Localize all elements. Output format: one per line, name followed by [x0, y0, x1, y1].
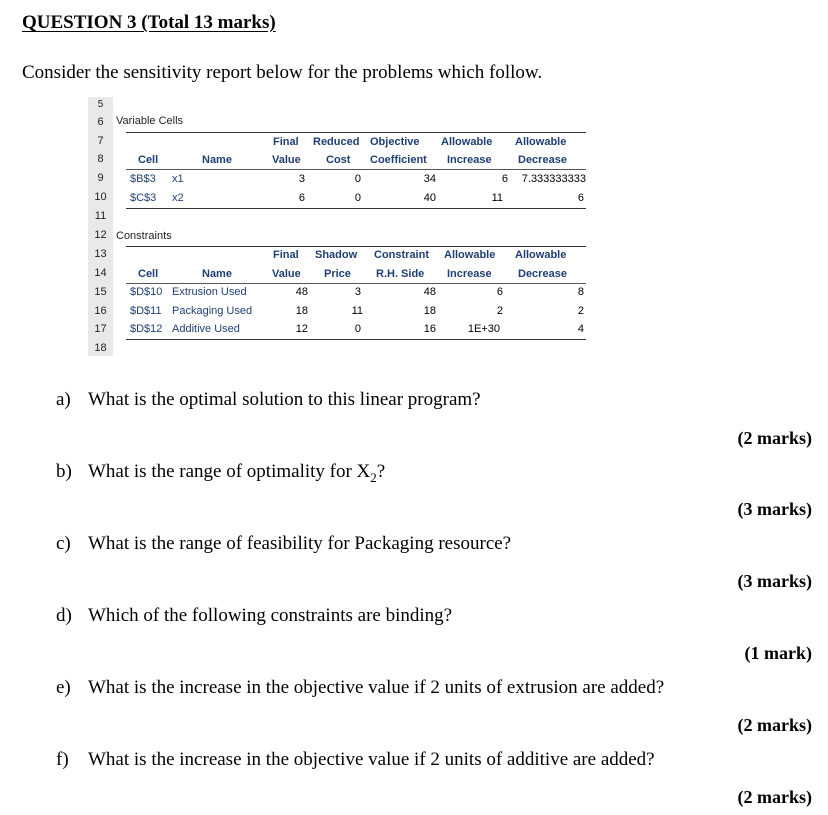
table-row-increase: 6 — [501, 173, 508, 185]
header-value: Value — [272, 154, 301, 166]
part-label: d) — [56, 605, 72, 626]
table-row-decrease: 7.333333333 — [521, 173, 586, 185]
header-name: Name — [202, 154, 232, 166]
table-row-increase: 2 — [496, 305, 503, 317]
table-row-decrease: 8 — [577, 286, 584, 298]
part-text: What is the optimal solution to this linear program? — [88, 389, 481, 410]
header-allowable-inc: Allowable — [441, 136, 493, 148]
part-text: Which of the following constraints are binding? — [88, 605, 453, 626]
table-end-rule — [126, 339, 586, 340]
header-coefficient: Coefficient — [370, 154, 427, 166]
table-row-value: 12 — [295, 323, 308, 335]
row-number: 5 — [97, 99, 104, 110]
table-row-name: x1 — [172, 173, 184, 185]
table-row-name: Packaging Used — [172, 305, 253, 317]
row-number: 12 — [94, 229, 107, 241]
table-row-decrease: 6 — [577, 192, 584, 204]
part-label: a) — [56, 389, 71, 410]
part-d — [56, 605, 452, 627]
marks-c: (3 marks) — [737, 571, 812, 591]
part-subscript: 2 — [370, 469, 377, 485]
table-row-decrease: 2 — [577, 305, 584, 317]
table-row-name: Additive Used — [172, 323, 240, 335]
row-number: 11 — [94, 210, 107, 222]
part-text: What is the range of optimality for X — [88, 461, 371, 482]
header-bottom-rule — [126, 169, 586, 170]
constraints-title: Constraints — [116, 230, 172, 242]
header-name: Name — [202, 268, 232, 280]
table-row-cell: $C$3 — [130, 192, 157, 204]
table-row-shadow-price: 0 — [354, 323, 361, 335]
part-e — [56, 677, 664, 699]
header-decrease: Decrease — [518, 154, 567, 166]
part-c — [56, 533, 511, 555]
table-row-cell: $B$3 — [130, 173, 156, 185]
part-label: c) — [56, 533, 71, 554]
table-row-increase: 6 — [496, 286, 503, 298]
table-row-rhs: 18 — [423, 305, 436, 317]
row-number: 8 — [97, 153, 104, 165]
header-objective: Objective — [370, 136, 420, 148]
table-row-cell: $D$10 — [130, 286, 163, 298]
part-a — [56, 389, 481, 411]
table-end-rule — [126, 208, 586, 209]
question-title: QUESTION 3 (Total 13 marks) — [22, 12, 276, 33]
header-cell: Cell — [138, 268, 159, 280]
row-number: 16 — [94, 305, 107, 317]
marks-a: (2 marks) — [737, 428, 812, 448]
table-row-value: 6 — [298, 192, 305, 204]
row-number: 7 — [97, 135, 104, 147]
part-label: f) — [56, 749, 69, 770]
table-row-value: 48 — [295, 286, 308, 298]
header-cost: Cost — [326, 154, 351, 166]
table-row-coefficient: 34 — [423, 173, 436, 185]
table-row-shadow-price: 11 — [351, 305, 363, 317]
sensitivity-report — [88, 97, 588, 357]
part-suffix: ? — [376, 461, 386, 482]
table-row-rhs: 48 — [423, 286, 436, 298]
row-number: 13 — [94, 248, 107, 260]
row-number: 9 — [97, 172, 104, 184]
header-reduced: Reduced — [313, 136, 360, 148]
table-row-increase: 11 — [491, 192, 503, 204]
row-number: 14 — [94, 267, 107, 279]
table-row-reduced-cost: 0 — [354, 192, 361, 204]
table-row-rhs: 16 — [423, 323, 436, 335]
part-text: What is the increase in the objective value if 2 units of additive are added? — [88, 749, 655, 770]
table-row-shadow-price: 3 — [354, 286, 361, 298]
row-number: 6 — [97, 116, 104, 128]
marks-d: (1 mark) — [744, 643, 812, 663]
header-price: Price — [324, 268, 351, 280]
table-row-name: x2 — [172, 192, 184, 204]
header-final: Final — [273, 136, 299, 148]
marks-e: (2 marks) — [737, 715, 812, 735]
header-allowable-dec: Allowable — [515, 249, 567, 261]
header-allowable-dec: Allowable — [515, 136, 567, 148]
question-intro: Consider the sensitivity report below for the problems which follow. — [22, 62, 543, 83]
header-increase: Increase — [447, 154, 492, 166]
table-row-value: 18 — [295, 305, 308, 317]
header-top-rule — [126, 132, 586, 133]
table-row-cell: $D$11 — [130, 305, 162, 317]
header-allowable-inc: Allowable — [444, 249, 496, 261]
part-label: b) — [56, 461, 72, 482]
header-value: Value — [272, 268, 301, 280]
part-text: What is the increase in the objective value if 2 units of extrusion are added? — [88, 677, 665, 698]
variable-cells-title: Variable Cells — [116, 115, 184, 127]
table-row-reduced-cost: 0 — [354, 173, 361, 185]
header-decrease: Decrease — [518, 268, 567, 280]
table-row-increase: 1E+30 — [467, 323, 500, 335]
table-row-coefficient: 40 — [423, 192, 436, 204]
table-row-name: Extrusion Used — [172, 286, 247, 298]
row-number: 10 — [94, 191, 107, 203]
header-constraint: Constraint — [374, 249, 429, 261]
header-rhs: R.H. Side — [376, 268, 425, 280]
marks-b: (3 marks) — [737, 499, 812, 519]
header-final: Final — [273, 249, 299, 261]
header-cell: Cell — [138, 154, 159, 166]
part-f — [56, 749, 655, 771]
part-b — [56, 461, 385, 486]
row-header-column — [88, 97, 113, 356]
table-row-value: 3 — [298, 173, 305, 185]
row-number: 17 — [94, 323, 107, 335]
part-text: What is the range of feasibility for Packaging resource? — [88, 533, 512, 554]
table-row-cell: $D$12 — [130, 323, 163, 335]
header-increase: Increase — [447, 268, 492, 280]
header-shadow: Shadow — [315, 249, 358, 261]
header-bottom-rule — [126, 283, 586, 284]
header-top-rule — [126, 246, 586, 247]
part-label: e) — [56, 677, 71, 698]
row-number: 15 — [94, 286, 107, 298]
table-row-decrease: 4 — [577, 323, 584, 335]
row-number: 18 — [94, 342, 107, 354]
marks-f: (2 marks) — [737, 787, 812, 807]
